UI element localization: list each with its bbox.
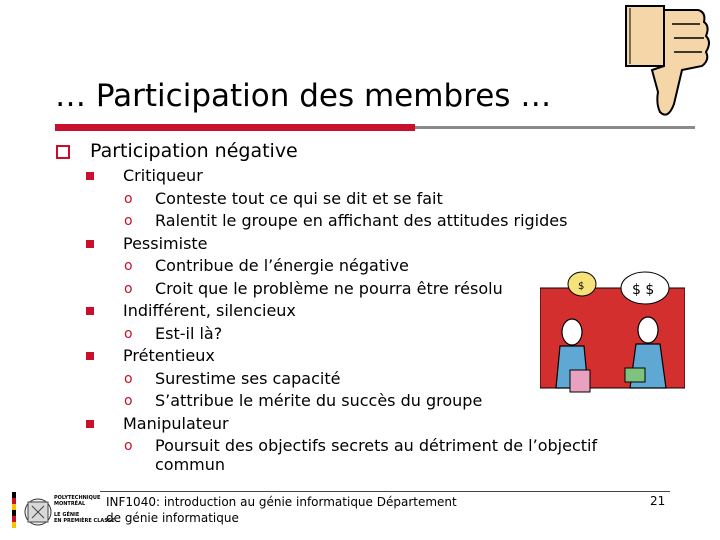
square-bullet-icon (86, 307, 94, 315)
circle-bullet-icon: o (124, 190, 133, 207)
footer-course (106, 494, 486, 526)
footer-course-line-1: INF1040: introduction au génie informatique Département (106, 495, 457, 509)
circle-bullet-icon: o (124, 213, 133, 229)
logo-line-2: MONTRÉAL (54, 501, 86, 507)
logo-line-3: LE GÉNIE (54, 512, 80, 518)
thumbs-down-icon (612, 0, 712, 128)
sub-list-item: Poursuit des objectifs secrets au détriment de l’objectif (155, 436, 598, 455)
sub-list-item: S’attribue le mérite du succès du groupe (155, 391, 483, 410)
circle-bullet-icon: o (124, 370, 133, 387)
footer-course-line-2: de génie informatique (106, 511, 239, 525)
svg-text:$: $ (578, 281, 585, 292)
list-item: Pessimiste (123, 233, 208, 253)
list-item: Indifférent, silencieux (123, 301, 296, 320)
section-heading: Participation négative (90, 140, 298, 162)
square-bullet-icon (86, 240, 94, 248)
sub-list-item: commun (155, 454, 226, 474)
list-item: Critiqueur (123, 166, 203, 185)
square-bullet-icon (86, 172, 94, 180)
logo-line-4: EN PREMIÈRE CLASSE (54, 518, 115, 524)
svg-text:$ $: $ $ (632, 282, 655, 298)
sub-list-item: Surestime ses capacité (155, 368, 341, 388)
logo-line-1: POLYTECHNIQUE (54, 495, 101, 501)
illustration (540, 270, 685, 400)
title-underline-red (55, 124, 415, 131)
heading-bullet-icon (56, 145, 70, 159)
sub-list-item: Croit que le problème ne pourra être résolu (155, 278, 503, 298)
circle-bullet-icon: o (124, 280, 133, 297)
circle-bullet-icon: o (124, 438, 133, 454)
circle-bullet-icon: o (124, 325, 133, 342)
square-bullet-icon (86, 352, 94, 360)
sub-list-item: Contribue de l’énergie négative (155, 256, 409, 275)
footer-rule (100, 491, 670, 492)
sub-list-item: Est-il là? (155, 323, 223, 343)
circle-bullet-icon: o (124, 393, 133, 409)
list-item: Manipulateur (123, 413, 229, 433)
list-item: Prétentieux (123, 346, 215, 365)
square-bullet-icon (86, 420, 94, 428)
sub-list-item: Ralentit le groupe en affichant des attitudes rigides (155, 211, 568, 230)
page-number: 21 (650, 494, 666, 508)
circle-bullet-icon: o (124, 258, 133, 274)
sub-list-item: Conteste tout ce qui se dit et se fait (155, 188, 443, 208)
page-title: … Participation des membres … (55, 78, 552, 114)
